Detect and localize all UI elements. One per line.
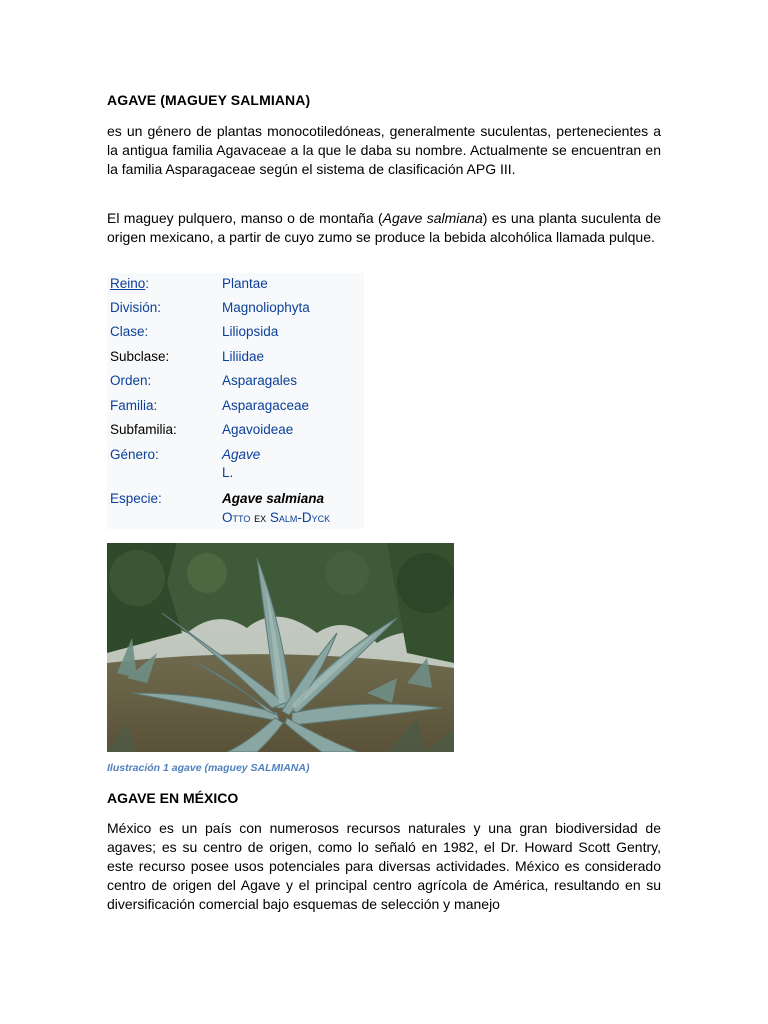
- paragraph-definition: es un género de plantas monocotiledóneas, generalmente suculentas, pertenecientes a la antigua familia Agavaceae a la que le daba su nombre. Actualmente se encuentran en la familia Asparagaceae según el sistema de clasificación APG III.: [107, 123, 661, 177]
- paragraph-mexico: México es un país con numerosos recursos naturales y una gran biodiversidad de agaves; es su centro de origen, como lo señaló en 1982, el Dr. Howard Scott Gentry, este recurso posee usos potenciales para diversas actividades. México es considerado centro de origen del Agave y el principal centro agrícola de América, resultando en su diversificación comercial bajo esquemas de selección y manejo: [107, 820, 661, 912]
- taxonomy-value-genero-author[interactable]: L.: [222, 465, 234, 480]
- taxonomy-label-especie[interactable]: Especie:: [110, 491, 162, 506]
- taxonomy-especie-authors: [222, 510, 330, 525]
- section-heading-agave: AGAVE (MAGUEY SALMIANA): [107, 92, 311, 108]
- agave-photo: [107, 543, 454, 752]
- taxonomy-value-familia[interactable]: Asparagaceae: [222, 398, 310, 413]
- taxonomy-label-subclase: Subclase:: [110, 349, 170, 364]
- taxonomy-value-subfamilia[interactable]: Agavoideae: [222, 422, 294, 437]
- taxonomy-label-genero[interactable]: Género:: [110, 447, 159, 462]
- taxonomy-label-division[interactable]: División:: [110, 300, 162, 315]
- paragraph-maguey-italic: Agave salmiana: [382, 210, 483, 226]
- paragraph-maguey: [107, 209, 661, 247]
- paragraph-maguey-text-2: ) es una planta suculenta de origen mexicano, a partir de cuyo zumo se produce la bebida alcohólica llamada pulque.: [107, 210, 662, 245]
- reino-link[interactable]: Reino: [110, 276, 146, 291]
- reino-colon: :: [145, 276, 150, 291]
- section-heading-mexico: AGAVE EN MÉXICO: [107, 790, 239, 806]
- author-ex: ex: [250, 510, 270, 525]
- figure-caption: Ilustración 1 agave (maguey SALMIANA): [107, 762, 310, 774]
- taxonomy-value-subclase[interactable]: Liliidae: [222, 349, 265, 364]
- author-salm-dyck-link[interactable]: Salm-Dyck: [269, 510, 331, 525]
- taxonomy-label-subfamilia: Subfamilia:: [110, 422, 177, 437]
- taxonomy-value-orden[interactable]: Asparagales: [222, 373, 298, 388]
- taxonomy-value-division[interactable]: Magnoliophyta: [222, 300, 310, 315]
- taxonomy-label-clase[interactable]: Clase:: [110, 324, 149, 339]
- taxonomy-value-genero[interactable]: Agave: [222, 447, 261, 462]
- taxonomy-label-orden[interactable]: Orden:: [110, 373, 152, 388]
- taxonomy-label-familia[interactable]: Familia:: [110, 398, 158, 413]
- taxonomy-label-reino: [110, 276, 149, 291]
- taxonomy-value-clase[interactable]: Liliopsida: [222, 324, 279, 339]
- taxonomy-box: [107, 273, 364, 529]
- taxonomy-value-reino[interactable]: Plantae: [222, 276, 268, 291]
- author-otto-link[interactable]: Otto: [222, 510, 251, 525]
- taxonomy-value-especie: Agave salmiana: [222, 491, 325, 506]
- paragraph-maguey-text-1: El maguey pulquero, manso o de montaña (: [107, 210, 383, 226]
